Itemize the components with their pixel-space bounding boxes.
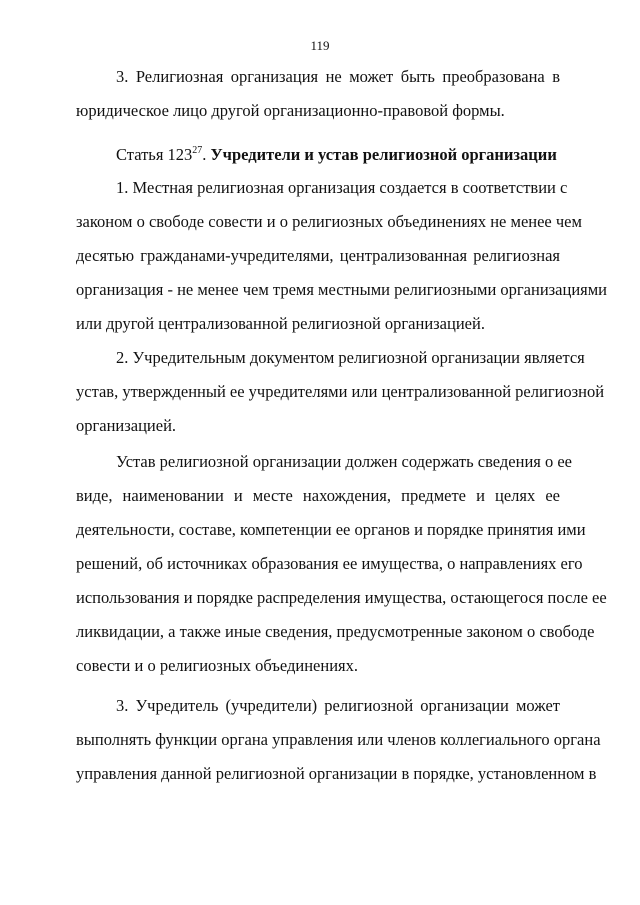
paragraph-3	[76, 341, 605, 443]
text-line: десятью гражданами-учредителями, централизованная религиозная	[76, 246, 560, 265]
text-line: ликвидации, а также иные сведения, предусмотренные законом о свободе	[76, 622, 595, 641]
article-superscript: 27	[192, 145, 203, 156]
text-line: законом о свободе совести и о религиозных объединениях не менее чем	[76, 212, 582, 231]
paragraph-5	[76, 689, 601, 791]
text-line: выполнять функции органа управления или членов коллегиального органа	[76, 730, 601, 749]
article-title: Учредители и устав религиозной организации	[210, 145, 557, 164]
text-line: управления данной религиозной организации в порядке, установленном в	[76, 764, 597, 783]
paragraph-1	[76, 60, 560, 128]
article-heading: Статья $123^{27}$. Учредители и устав религиозной организации	[116, 145, 557, 164]
text-line: устав, утвержденный ее учредителями или централизованной религиозной	[76, 382, 605, 401]
text-line: 3. Учредитель (учредители) религиозной организации может	[116, 696, 560, 715]
text-line: 1. Местная религиозная организация создается в соответствии с	[116, 178, 568, 197]
text-line: юридическое лицо другой организационно-правовой формы.	[76, 101, 505, 120]
text-line: или другой централизованной религиозной организацией.	[76, 314, 485, 333]
text-line: 3. Религиозная организация не может быть преобразована в	[116, 67, 560, 86]
article-number: Статья 123	[116, 145, 193, 164]
text-line: решений, об источниках образования ее имущества, о направлениях его	[76, 554, 583, 573]
text-line: использования и порядке распределения имущества, остающегося после ее	[76, 588, 607, 607]
text-line: виде, наименовании и месте нахождения, предмете и целях ее	[76, 486, 560, 505]
text-line: деятельности, составе, компетенции ее органов и порядке принятия ими	[76, 520, 586, 539]
text-line: совести и о религиозных объединениях.	[76, 656, 358, 675]
text-line: 2. Учредительным документом религиозной организации является	[116, 348, 585, 367]
page-number: 119	[310, 38, 330, 53]
text-line: Устав религиозной организации должен содержать сведения о ее	[116, 452, 573, 471]
text-line: организация - не менее чем тремя местными религиозными организациями	[76, 280, 608, 299]
text-line: организацией.	[76, 416, 177, 435]
paragraph-2	[76, 171, 608, 341]
paragraph-4	[76, 445, 607, 683]
